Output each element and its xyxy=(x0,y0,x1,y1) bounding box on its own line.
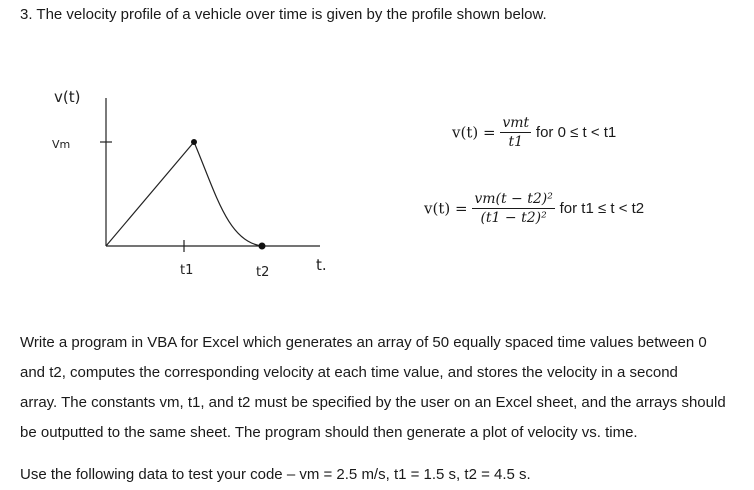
sketch-vm-label: Vm xyxy=(52,138,71,151)
sketch-end-point xyxy=(259,243,266,250)
task-paragraph xyxy=(20,328,742,448)
task-line-3: array. The constants vm, t1, and t2 must be specified by the user on an Excel sheet, and the arrays should xyxy=(20,394,726,411)
eq1-fraction xyxy=(500,114,531,151)
task-line-1: Write a program in VBA for Excel which generates an array of 50 equally spaced time values between 0 xyxy=(20,334,707,351)
question-title: 3. The velocity profile of a vehicle over time is given by the profile shown below. xyxy=(20,6,547,23)
eq1-numerator: vmt xyxy=(502,115,530,131)
eq1-denominator: t1 xyxy=(508,134,523,150)
eq1-lhs: v(t) = xyxy=(452,123,496,142)
sketch-ramp-line xyxy=(106,142,194,246)
eq2-denominator: (t1 − t2)² xyxy=(480,210,547,226)
velocity-sketch xyxy=(40,82,350,282)
sketch-t-label: t. xyxy=(316,256,327,274)
sketch-y-axis-label: v(t) xyxy=(54,88,81,106)
equation-1 xyxy=(452,114,616,151)
sketch-peak-point xyxy=(191,139,197,145)
task-line-4: be outputted to the same sheet. The program should then generate a plot of velocity vs. time. xyxy=(20,424,638,441)
eq2-condition: for t1 ≤ t < t2 xyxy=(559,200,645,217)
eq1-condition: for 0 ≤ t < t1 xyxy=(535,124,617,141)
eq2-numerator: vm(t − t2)² xyxy=(474,191,553,207)
sketch-t1-label: t1 xyxy=(180,263,194,278)
sketch-decay-curve xyxy=(194,142,262,246)
eq2-fraction xyxy=(472,190,555,227)
sketch-t2-label: t2 xyxy=(256,265,270,280)
equation-2 xyxy=(424,190,644,227)
test-data-paragraph xyxy=(20,460,742,490)
test-data-line: Use the following data to test your code – vm = 2.5 m/s, t1 = 1.5 s, t2 = 4.5 s. xyxy=(20,466,531,483)
task-line-2: and t2, computes the corresponding velocity at each time value, and stores the velocity in a second xyxy=(20,364,678,381)
eq2-lhs: v(t) = xyxy=(424,199,468,218)
